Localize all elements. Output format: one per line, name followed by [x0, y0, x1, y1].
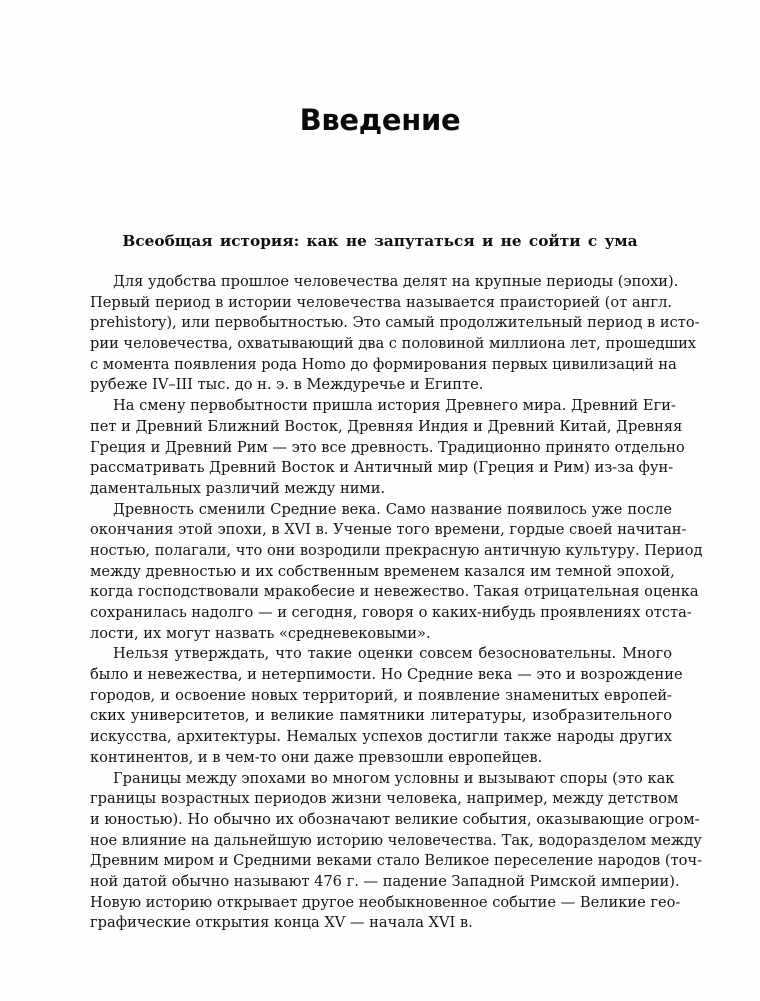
- text-line: Границы между эпохами во многом условны и вызывают споры (это как: [113, 769, 675, 787]
- paragraph-5: [90, 769, 703, 935]
- text-line: ной датой обычно называют 476 г. — падение Западной Римской империи).: [90, 872, 680, 890]
- text-line: даментальных различий между ними.: [90, 479, 386, 497]
- text-line: Древность сменили Средние века. Само название появилось уже после: [113, 500, 672, 518]
- chapter-title: Введение: [299, 103, 461, 137]
- text-line: рассматривать Древний Восток и Античный мир (Греция и Рим) из-за фун-: [90, 459, 674, 477]
- paragraph-1: [90, 272, 700, 396]
- paragraph-2: [90, 396, 685, 499]
- text-line: ное влияние на дальнейшую историю человечества. Так, водоразделом между: [90, 831, 702, 849]
- text-line: городов, и освоение новых территорий, и появление знаменитых европей-: [90, 686, 672, 704]
- text-line: с момента появления рода Homo до формирования первых цивилизаций на: [90, 355, 677, 373]
- text-line: prehistory), или первобытностью. Это самый продолжительный период в исто-: [90, 314, 700, 332]
- text-line: и юностью). Но обычно их обозначают великие события, оказывающие огром-: [90, 810, 700, 828]
- text-line: континентов, и в чем-то они даже превзошли европейцев.: [90, 748, 543, 766]
- text-line: пет и Древний Ближний Восток, Древняя Индия и Древний Китай, Древняя: [90, 417, 683, 435]
- text-line: Нельзя утверждать, что такие оценки совсем безосновательны. Много: [113, 645, 672, 663]
- text-line: когда господствовали мракобесие и невежество. Такая отрицательная оценка: [90, 583, 699, 601]
- text-line: рии человечества, охватывающий два с половиной миллиона лет, прошедших: [90, 335, 697, 353]
- text-line: было и невежества, и нетерпимости. Но Средние века — это и возрождение: [90, 666, 683, 684]
- text-line: ских университетов, и великие памятники литературы, изобразительного: [90, 707, 672, 725]
- text-line: окончания этой эпохи, в XVI в. Ученые того времени, гордые своей начитан-: [90, 521, 687, 539]
- paragraph-4: [90, 644, 683, 768]
- text-line: Первый период в истории человечества называется праисторией (от англ.: [90, 293, 672, 311]
- text-line: рубеже IV–III тыс. до н. э. в Междуречье и Египте.: [90, 376, 484, 394]
- text-line: между древностью и их собственным временем казался им темной эпохой,: [90, 562, 675, 580]
- text-line: ностью, полагали, что они возродили прекрасную античную культуру. Период: [90, 541, 703, 559]
- text-line: графические открытия конца XV — начала XVI в.: [90, 914, 473, 932]
- text-line: Греция и Древний Рим — это все древность. Традиционно принято отдельно: [90, 438, 685, 456]
- text-line: На смену первобытности пришла история Древнего мира. Древний Еги-: [113, 397, 676, 415]
- text-line: Новую историю открывает другое необыкновенное событие — Великие гео-: [90, 893, 681, 911]
- body-text: [90, 272, 703, 934]
- text-line: Древним миром и Средними веками стало Великое переселение народов (точ-: [90, 852, 703, 870]
- text-line: сохранилась надолго — и сегодня, говоря о каких-нибудь проявлениях отста-: [90, 604, 692, 621]
- text-line: лости, их могут назвать «средневековыми».: [90, 624, 431, 642]
- section-title: Всеобщая история: как не запутаться и не сойти с ума: [122, 232, 638, 250]
- paragraph-3: [90, 500, 703, 645]
- text-line: границы возрастных периодов жизни человека, например, между детством: [90, 790, 679, 808]
- text-line: Для удобства прошлое человечества делят на крупные периоды (эпохи).: [113, 273, 679, 290]
- text-line: искусства, архитектуры. Немалых успехов достигли также народы других: [90, 728, 672, 746]
